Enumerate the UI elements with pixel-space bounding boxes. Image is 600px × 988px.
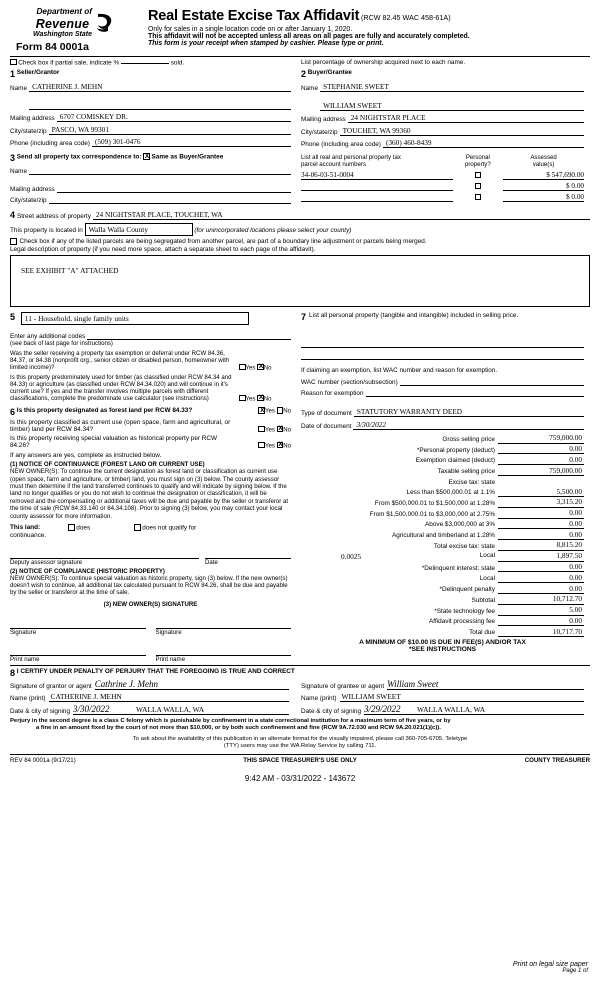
local-amount[interactable]: 1,897.50 [498, 550, 584, 561]
grantee-signature-label: Signature of grantee or agent [301, 682, 385, 690]
correspondence-citystatezip-label: City/state/zip [10, 197, 47, 205]
q1-yes-label: Yes [245, 364, 256, 372]
total-due-amount[interactable]: 10,717.70 [498, 626, 584, 637]
state-line: Washington State [33, 30, 92, 38]
grantee-city-value[interactable]: WALLA WALLA, WA [416, 705, 584, 715]
footer-bar [10, 754, 590, 764]
table-row [301, 486, 584, 497]
current-use-question: Is this property classified as current use (open space, farm and agricultural, or timber) land per RCW 84.34? [10, 419, 231, 434]
continuance-paragraph: NEW OWNER(S): To continue the current designation as forest land or classification as current use (open space, farm and agriculture, or timber) land, you must sign on (3) below. The county assessor must then determine if the land transferred continues to qualify and will indicate by signing below. If the land no longer qualifies or you do not wish to continue the designation or classification, it will be removed and the compensating or additional taxes will be due and payable by the seller or transferor at the time of sale (RCW 84.33.140 or 84.34.108). Prior to signing (3) below, you may contact your local county assessor for more information. [10, 468, 289, 520]
local-label: Local [479, 551, 495, 559]
personal-property-line-1[interactable] [301, 336, 584, 348]
buyer-mailing-label: Mailing address [301, 116, 346, 124]
buyer-name-label: Name [301, 84, 319, 92]
excise-tax-state-amount [498, 475, 584, 486]
personal-col-header: Personal property? [464, 154, 491, 169]
located-in-label: This property is located in [10, 227, 83, 235]
seller-mailing-label: Mailing address [10, 115, 55, 123]
deputy-assessor-signature-line[interactable] [10, 548, 199, 559]
affidavit-processing-fee-amount[interactable]: 0.00 [498, 615, 584, 626]
table-row [301, 604, 584, 615]
table-row [301, 550, 584, 561]
reason-exemption-value[interactable] [366, 388, 584, 397]
same-as-buyer-checkbox[interactable] [143, 153, 150, 160]
sec6-section: 6 Is this property designated as forest land per RCW 84.33? X Yes No Is this property classified as current use (open space, farm and agricultural, or timber) land per RCW 84.34? Yes X No Is this property receiving special valuation as historical property per RCW 84.26? Yes X No If any answers are yes, complete as instructed below. (1) NOTICE OF CONTINUANCE (FOREST LAND OR CURRENT USE) NEW OWNER(S): To continue the current designation as forest land or classification as current use (open space, farm and agriculture, or timber) land, you must sign on (3) below. The county assessor must then determine if the land transferred continues to qualify and will indicate by signing below. If the land no longer qualifies or you do not wish to continue the designation or classification, it will be removed and the compensating or additional taxes will be due and payable by the seller or transferor at the time of sale (RCW 84.33.140 or 84.34.108). Prior to signing (3) below, you may contact your local county assessor for more information. This land: does does not qualify for continuance. Deputy assessor signature Date (2) NOTICE OF COMPLIANCE (HISTORIC PROPERTY) NEW OWNER(S): To continue special valuation as historic property, sign (3) below. If the new owner(s) doesn't wish to continue, all additional tax calculated pursuant to RCW 84.26, shall be due and payable by the seller or transferor at the time of sale. (3) NEW OWNER(S) SIGNATURE Signature Signature Print name Print name [10, 407, 297, 663]
excise-tax-state-label: Excise tax: state [448, 478, 495, 486]
agricultural-amount[interactable]: 0.00 [498, 529, 584, 540]
does-qualify-label: does [76, 524, 91, 532]
state-technology-fee-label: *State technology fee [434, 607, 495, 615]
subtotal-amount[interactable]: 10,712.70 [498, 593, 584, 604]
partial-sale-checkbox[interactable] [10, 59, 17, 66]
certification-section [10, 665, 590, 715]
revenue-wordmark: Revenue [35, 16, 90, 31]
assessed-col-header: Assessed value(s) [530, 154, 557, 169]
usecode-section-number: 5 [10, 312, 16, 323]
see-instructions-note: *SEE INSTRUCTIONS [408, 646, 477, 654]
street-address-value[interactable]: 24 NIGHTSTAR PLACE, TOUCHET, WA [93, 210, 590, 220]
thisland-label: This land: [10, 524, 41, 532]
table-row [301, 496, 584, 507]
personal-property-section-number: 7 [301, 312, 307, 323]
table-row [301, 626, 584, 637]
forest-yes-checkbox[interactable] [258, 407, 265, 414]
grantor-name-value[interactable]: CATHERINE J. MEHN [49, 692, 289, 702]
continuance-heading: (1) NOTICE OF CONTINUANCE (FOREST LAND OR CURRENT USE) [10, 461, 205, 469]
grantor-signature-value[interactable]: Cathrine J. Mehn [95, 679, 289, 690]
correspondence-mailing-label: Mailing address [10, 185, 55, 193]
usecode-personal-row [10, 312, 590, 402]
personal-property-deduct-amount[interactable]: 0.00 [498, 443, 584, 454]
table-row [301, 529, 584, 540]
additional-codes-label: Enter any additional codes [10, 333, 86, 341]
correspondence-row [10, 153, 590, 204]
delinquent-interest-local-amount[interactable]: 0.00 [498, 572, 584, 583]
correspondence-section [10, 153, 297, 204]
table-row [301, 168, 584, 179]
exemption-claimed-amount[interactable]: 0.00 [498, 454, 584, 465]
q2-no-label: No [263, 395, 272, 403]
assessed-value-2[interactable]: $ 0.00 [503, 179, 584, 190]
additional-codes-value[interactable] [87, 331, 291, 340]
grantee-signature-value[interactable]: William Sweet [387, 679, 584, 690]
new-owner-print-label-2: Print name [155, 655, 185, 663]
subtitle-completion-note: This affidavit will not be accepted unless all areas on all pages are fully and accurately completed. [148, 33, 470, 40]
new-owner-print-line-1[interactable] [10, 645, 146, 656]
historic-yes-checkbox[interactable] [258, 442, 265, 449]
q2-yes-checkbox[interactable] [239, 395, 246, 402]
new-owner-signature-label-2: Signature [155, 628, 182, 636]
parcel-col-header: List all real and personal property tax parcel account numbers [301, 154, 401, 169]
q2-yes-label: Yes [245, 395, 256, 403]
document-date-value[interactable]: 3/30/2022 [353, 420, 584, 430]
document-type-label: Type of document [301, 410, 352, 418]
correspondence-text: Send all property tax correspondence to: [16, 153, 142, 161]
q1-yes-checkbox[interactable] [239, 364, 246, 371]
department-line: Department of [36, 7, 92, 16]
table-row [301, 443, 584, 454]
buyer-mailing-value[interactable]: 24 NIGHTSTAR PLACE [348, 113, 584, 123]
continuance-word: continuance. [10, 531, 47, 539]
delinquent-interest-state-label: *Delinquent interest: state [421, 564, 495, 572]
new-owner-signature-label-1: Signature [10, 628, 37, 636]
minimum-due-note: A MINIMUM OF $10.00 IS DUE IN FEE(S) AND/OR TAX [359, 639, 526, 647]
bracket3-amount[interactable]: 0.00 [498, 507, 584, 518]
assessed-value-3[interactable]: $ 0.00 [503, 190, 584, 201]
ownership-note: List percentage of ownership acquired next to each name. [301, 58, 466, 66]
print-size-note: Print on legal size paper [512, 961, 588, 968]
ada-line-2: (TTY) users may use the WA Relay Service by calling 711. [223, 742, 377, 749]
timber-question-text: Is this property predominately used for timber (as classified under RCW 84.34 and 84.33) or agriculture (as classified under RCW 84.34.020) and will continue in it's current use? If yes and the transfer involves multiple parcels with different classifications, complete the predominate use calculator (see instructions) [10, 374, 232, 403]
buyer-name-value-2[interactable]: WILLIAM SWEET [320, 101, 584, 111]
document-date-label: Date of document [301, 422, 352, 430]
compliance-heading: (2) NOTICE OF COMPLIANCE (HISTORIC PROPERTY) [10, 567, 165, 575]
affidavit-processing-fee-label: Affidavit processing fee [429, 618, 495, 626]
correspondence-citystatezip-value[interactable] [49, 195, 291, 204]
q2-no-checkbox[interactable] [257, 395, 264, 402]
parcel-table-header [301, 154, 584, 168]
parcel-table-section [297, 153, 584, 204]
perjury-line-1: Perjury in the second degree is a class C felony which is punishable by confinement in a state correctional institution for a maximum term of five years, or by [10, 717, 451, 724]
personal-property-checkbox-3[interactable] [475, 194, 482, 201]
buyer-section [297, 69, 584, 148]
personal-property-cell-2 [453, 179, 504, 190]
assessed-value-1[interactable]: $ 547,690.00 [503, 168, 584, 179]
bracket3-label: From $1,500,000.01 to $3,000,000 at 2.75% [369, 510, 495, 518]
street-address-label: Street address of property [17, 213, 91, 221]
reason-exemption-label: Reason for exemption [301, 390, 364, 398]
agency-logo [10, 8, 138, 53]
parties-row [10, 69, 590, 148]
correspondence-name-label: Name [10, 167, 28, 175]
revision-number: REV 84 0001a (9/17/21) [10, 757, 76, 765]
state-technology-fee-amount[interactable]: 5.00 [498, 604, 584, 615]
local-tax-rate: 0.0025 [341, 551, 362, 561]
grantee-date-label: Date & city of signing [301, 707, 362, 715]
table-row [301, 583, 584, 594]
table-row [301, 507, 584, 518]
not-qualify-checkbox[interactable] [134, 524, 141, 531]
wac-number-value[interactable] [400, 377, 584, 386]
subtotal-label: Subtotal [471, 596, 495, 604]
buyer-phone-value[interactable]: (360) 460-8439 [383, 138, 584, 148]
does-qualify-checkbox[interactable] [68, 524, 75, 531]
grantor-date-label: Date & city of signing [10, 707, 71, 715]
tax-amount-table [301, 433, 584, 638]
seller-citystatezip-label: City/state/zip [10, 127, 47, 135]
form-number: Form 84 0001a [16, 40, 89, 53]
grantee-block [297, 679, 584, 715]
partial-sale-row [10, 59, 590, 67]
grantor-city-value[interactable]: WALLA WALLA, WA [133, 705, 289, 715]
total-due-label: Total due [469, 629, 495, 637]
correspondence-mailing-value[interactable] [57, 184, 291, 193]
sec6-note: If any answers are yes, complete as instructed below. [10, 452, 162, 460]
buyer-section-number: 2 [301, 69, 307, 80]
table-row [301, 190, 584, 201]
segregated-text: Check box if any of the listed parcels are being segregated from another parcel, are part of a boundary line adjustment or parcels being merged. [19, 238, 427, 246]
new-owner-print-label-1: Print name [10, 655, 40, 663]
exemption-question-text: Was the seller receiving a property tax exemption or deferral under RCW 84.36, 84.37, or 84.38 (nonprofit org., senior citizen or disabled person, homeowner with limited income)? [10, 350, 230, 372]
parcel-number-1[interactable]: 34-06-03-51-0004 [301, 168, 453, 179]
taxable-selling-price-label: Taxable selling price [437, 468, 495, 476]
county-treasurer-label: COUNTY TREASURER [524, 757, 590, 765]
grantee-name-value[interactable]: WILLIAM SWEET [340, 692, 584, 702]
new-owner-signature-heading: (3) NEW OWNER(S) SIGNATURE [103, 600, 198, 608]
table-row [301, 572, 584, 583]
subtitle-receipt-note: This form is your receipt when stamped by cashier. Please type or print. [148, 40, 384, 47]
historic-no-checkbox[interactable] [277, 442, 284, 449]
gross-selling-price-amount[interactable]: 759,000.00 [498, 433, 584, 444]
sec6-money-row [10, 407, 590, 663]
street-section-number: 4 [10, 210, 16, 221]
personal-property-line-2[interactable] [301, 348, 584, 360]
tax-calculation-section [297, 407, 584, 663]
see-back-note: (see back of last page for instructions) [10, 340, 113, 348]
total-excise-state-label: Total excise tax: state [433, 542, 495, 550]
legal-description-label: Legal description of property (if you need more space, attach a separate sheet to each page of the affidavit). [10, 246, 316, 254]
seller-phone-label: Phone (including area code) [10, 140, 90, 148]
personal-property-cell-3 [453, 190, 504, 201]
grantor-date-value[interactable]: 3/30/2022 [73, 704, 133, 715]
forest-no-checkbox[interactable] [277, 407, 284, 414]
seller-heading: Seller/Grantor [16, 69, 60, 77]
table-row [301, 454, 584, 465]
correspondence-name-value[interactable] [29, 166, 291, 175]
table-row [301, 475, 584, 486]
bracket2-label: From $500,000.01 to $1,500,000 at 1.28% [374, 499, 495, 507]
seller-citystatezip-value[interactable]: PASCO, WA 99301 [49, 125, 291, 135]
buyer-phone-label: Phone (including area code) [301, 141, 381, 149]
legal-description-value: SEE EXHIBIT "A" ATTACHED [21, 266, 119, 276]
treasurer-use-label: THIS SPACE TREASURER'S USE ONLY [243, 757, 357, 765]
not-qualify-label: does not qualify for [142, 524, 197, 532]
segregated-checkbox[interactable] [10, 238, 17, 245]
wac-number-label: WAC number (section/subsection) [301, 378, 398, 386]
subtitle-location-note: Only for sales in a single location code on or after January 1, 2020. [148, 26, 353, 33]
certify-heading: I CERTIFY UNDER PENALTY OF PERJURY THAT THE FOREGOING IS TRUE AND CORRECT [16, 667, 295, 675]
personal-property-section [297, 312, 584, 402]
title-rcw-reference: (RCW 82.45 WAC 458-61A) [360, 13, 451, 22]
table-row [301, 465, 584, 476]
print-note-block [513, 961, 588, 974]
page-number-note: Page 1 of [562, 968, 588, 974]
correspondence-section-number: 3 [10, 153, 16, 164]
treasurer-stamp: 9:42 AM - 03/31/2022 - 143672 [244, 774, 356, 784]
exemption-claim-text: If claiming an exemption, list WAC number and reason for exemption. [301, 367, 498, 375]
parcel-number-3[interactable] [301, 190, 453, 201]
ada-line-1: To ask about the availability of this publication in an alternate format for the visually impaired, please call 360-705-6705. Teletype [132, 735, 468, 742]
buyer-name-value[interactable]: STEPHANIE SWEET [320, 82, 584, 92]
perjury-line-2: a fine in an amount fixed by the court of not more than $10,000, or by both such confinement and fine (RCW 9A.72.030 and RCW 9A.20.021(1)(c)). [36, 725, 441, 732]
certify-section-number: 8 [10, 667, 16, 678]
personal-property-text: List all personal property (tangible and intangible) included in selling price. [309, 312, 519, 320]
grantor-block [10, 679, 297, 715]
document-type-value[interactable]: STATUTORY WARRANTY DEED [354, 407, 584, 417]
table-row [301, 433, 584, 444]
seller-section-number: 1 [10, 69, 16, 80]
use-code-value[interactable]: 11 - Household, single family units [21, 312, 249, 325]
county-value[interactable]: Walla Walla County [85, 223, 193, 236]
deputy-assessor-date-label: Date [205, 558, 218, 566]
gross-selling-price-label: Gross selling price [442, 435, 495, 443]
revenue-swirl-icon [95, 12, 115, 34]
new-owner-signature-line-1[interactable] [10, 618, 146, 629]
delinquent-interest-local-label: Local [479, 575, 495, 583]
buyer-citystatezip-label: City/state/zip [301, 128, 338, 136]
seller-name-value-2[interactable] [29, 101, 291, 110]
delinquent-penalty-label: *Delinquent penalty [439, 586, 495, 594]
located-in-note: (for unincorporated locations please select your county) [194, 227, 352, 235]
legal-description-box[interactable] [10, 255, 590, 307]
table-row [301, 540, 584, 551]
sec6-section-number: 6 [10, 407, 16, 418]
delinquent-interest-state-amount[interactable]: 0.00 [498, 561, 584, 572]
bracket1-label: Less than $500,000.01 at 1.1% [406, 489, 495, 497]
new-owner-print-line-2[interactable] [156, 645, 292, 656]
taxable-selling-price-amount[interactable]: 759,000.00 [498, 465, 584, 476]
partial-sale-label: Check box if partial sale, indicate % [18, 59, 120, 67]
compliance-paragraph: NEW OWNER(S): To continue special valuation as historic property, sign (3) below. If the new owner(s) doesn't wish to continue, all additional tax calculated pursuant to RCW 84.26, shall be due and payable by the seller or transferor at the time of sale. [10, 574, 288, 597]
use-code-section [10, 312, 297, 402]
seller-mailing-value[interactable]: 6707 COMISKEY DR. [57, 112, 291, 122]
currentuse-no-checkbox[interactable] [277, 426, 284, 433]
buyer-heading: Buyer/Grantee [307, 69, 352, 77]
delinquent-penalty-amount[interactable]: 0.00 [498, 583, 584, 594]
forest-land-question: Is this property designated as forest land per RCW 84.33? [16, 407, 193, 415]
table-row [301, 615, 584, 626]
seller-name-value[interactable]: CATHERINE J. MEHN [29, 82, 291, 92]
bracket4-label: Above $3,000,000 at 3% [425, 521, 495, 529]
parcel-number-2[interactable] [301, 179, 453, 190]
grantee-name-label: Name (print) [301, 694, 337, 702]
personal-property-checkbox-1[interactable] [475, 172, 482, 179]
exemption-claimed-label: Exemption claimed (deduct) [415, 457, 495, 465]
partial-sale-sold-label: sold. [170, 59, 185, 67]
q1-no-checkbox[interactable] [257, 364, 264, 371]
partial-sale-percent[interactable] [121, 63, 169, 64]
agricultural-label: Agricultural and timberland at 1.28% [391, 532, 495, 540]
seller-section [10, 69, 297, 148]
table-row [301, 179, 584, 190]
deputy-assessor-date-line[interactable] [205, 548, 291, 559]
ada-notice [10, 736, 590, 751]
local-rate-row [301, 550, 498, 561]
q1-no-label: No [263, 364, 272, 372]
personal-property-deduct-label: *Personal property (deduct) [416, 446, 495, 454]
deputy-assessor-signature-label: Deputy assessor signature [10, 558, 83, 566]
bracket4-amount[interactable]: 0.00 [498, 518, 584, 529]
historic-question: Is this property receiving special valuation as historical property per RCW 84.26? [10, 435, 218, 450]
table-row [301, 561, 584, 572]
grantor-signature-label: Signature of grantor or agent [10, 682, 92, 690]
buyer-citystatezip-value[interactable]: TOUCHET, WA 99360 [340, 126, 584, 136]
perjury-notice [10, 718, 590, 733]
same-as-buyer-label: Same as Buyer/Grantee [151, 153, 224, 161]
parcel-table [301, 154, 584, 202]
seller-phone-value[interactable]: (509) 301-0476 [92, 137, 291, 147]
street-address-section [10, 210, 590, 307]
total-excise-state-amount[interactable]: 8,815.20 [498, 540, 584, 551]
personal-property-cell-1 [453, 168, 504, 179]
seller-name-label: Name [10, 84, 28, 92]
bracket2-amount[interactable]: 3,315.20 [498, 496, 584, 507]
form-header [10, 8, 590, 53]
table-row [301, 518, 584, 529]
new-owner-signature-line-2[interactable] [156, 618, 292, 629]
grantor-name-label: Name (print) [10, 694, 46, 702]
page-title: Real Estate Excise Tax Affidavit [148, 8, 360, 24]
personal-property-checkbox-2[interactable] [475, 183, 482, 190]
table-row [301, 593, 584, 604]
bracket1-amount[interactable]: 5,500.00 [498, 486, 584, 497]
grantee-date-value[interactable]: 3/29/2022 [364, 704, 416, 715]
currentuse-yes-checkbox[interactable] [258, 426, 265, 433]
